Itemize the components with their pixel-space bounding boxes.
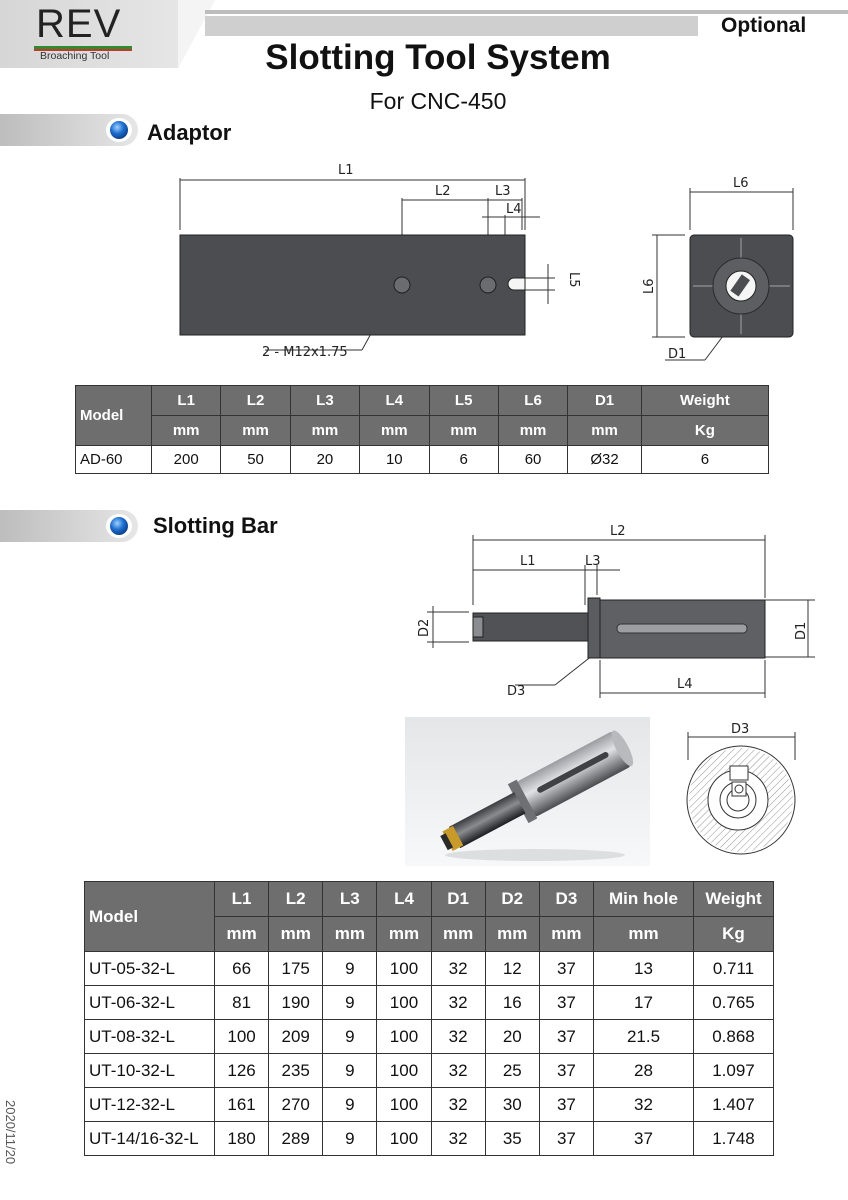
bar-value-cell: 1.748 — [694, 1122, 774, 1156]
adaptor-diagram — [170, 160, 810, 370]
adaptor-unit-l4: mm — [360, 416, 429, 446]
bar-model-cell: UT-14/16-32-L — [85, 1122, 215, 1156]
adaptor-col-weight: Weight — [641, 386, 768, 416]
bar-value-cell: 180 — [215, 1122, 269, 1156]
bar-value-cell: 270 — [269, 1088, 323, 1122]
bar-d3-label: D3 — [507, 684, 526, 699]
bar-value-cell: 0.868 — [694, 1020, 774, 1054]
bar-value-cell: 9 — [323, 1054, 377, 1088]
bar-value-cell: 1.407 — [694, 1088, 774, 1122]
adaptor-section-bar — [0, 114, 140, 146]
bar-value-cell: 66 — [215, 952, 269, 986]
bar-value-cell: 28 — [594, 1054, 694, 1088]
bar-col-weight: Weight — [694, 882, 774, 917]
bar-value-cell: 190 — [269, 986, 323, 1020]
bar-value-cell: 100 — [377, 952, 431, 986]
bar-value-cell: 32 — [431, 1054, 485, 1088]
adaptor-table-unit-row — [76, 416, 769, 446]
bar-unit-l3: mm — [323, 917, 377, 952]
bar-value-cell: 0.711 — [694, 952, 774, 986]
bar-model-cell: UT-06-32-L — [85, 986, 215, 1020]
adaptor-side-l6-label: L6 — [642, 278, 657, 294]
bar-unit-l1: mm — [215, 917, 269, 952]
bar-value-cell: 32 — [431, 986, 485, 1020]
bar-col-l2: L2 — [269, 882, 323, 917]
bar-unit-min-hole: mm — [594, 917, 694, 952]
bar-col-d2: D2 — [485, 882, 539, 917]
bar-value-cell: 13 — [594, 952, 694, 986]
end-view-d3-label: D3 — [731, 722, 750, 737]
header-bar — [205, 16, 698, 36]
adaptor-unit-l6: mm — [498, 416, 567, 446]
adaptor-unit-l2: mm — [221, 416, 290, 446]
bar-value-cell: 100 — [377, 986, 431, 1020]
adaptor-l5-label: L5 — [566, 272, 581, 288]
bar-value-cell: 81 — [215, 986, 269, 1020]
bar-value-cell: 25 — [485, 1054, 539, 1088]
bar-value-cell: 289 — [269, 1122, 323, 1156]
bar-value-cell: 37 — [539, 986, 593, 1020]
adaptor-bullet-icon — [110, 121, 128, 139]
adaptor-col-d1: D1 — [568, 386, 642, 416]
adaptor-unit-d1: mm — [568, 416, 642, 446]
slotting-bar-product-image — [405, 717, 650, 866]
bar-value-cell: 20 — [485, 1020, 539, 1054]
adaptor-l4-label: L4 — [506, 202, 522, 217]
adaptor-cell-l2: 50 — [221, 446, 290, 474]
table-row — [85, 952, 774, 986]
slotting-bar-diagram — [405, 520, 825, 705]
bar-col-min-hole: Min hole — [594, 882, 694, 917]
adaptor-unit-l3: mm — [290, 416, 359, 446]
bar-value-cell: 37 — [539, 1054, 593, 1088]
bar-value-cell: 9 — [323, 1088, 377, 1122]
table-row — [85, 1088, 774, 1122]
table-row — [85, 1122, 774, 1156]
adaptor-cell-l4: 10 — [360, 446, 429, 474]
bar-unit-d2: mm — [485, 917, 539, 952]
bar-d2-label: D2 — [417, 618, 432, 637]
adaptor-l2-label: L2 — [435, 184, 451, 199]
page-title: Slotting Tool System — [265, 38, 611, 77]
document-date: 2020/11/20 — [3, 1100, 18, 1165]
adaptor-col-l6: L6 — [498, 386, 567, 416]
table-row — [85, 1054, 774, 1088]
bar-col-l1: L1 — [215, 882, 269, 917]
slotting-bar-end-view — [685, 720, 800, 870]
adaptor-col-l5: L5 — [429, 386, 498, 416]
adaptor-thread-note: 2 - M12x1.75 — [262, 345, 348, 360]
bar-value-cell: 209 — [269, 1020, 323, 1054]
adaptor-col-l3: L3 — [290, 386, 359, 416]
bar-value-cell: 37 — [539, 1020, 593, 1054]
bar-unit-weight: Kg — [694, 917, 774, 952]
bar-value-cell: 100 — [377, 1122, 431, 1156]
bar-value-cell: 9 — [323, 952, 377, 986]
adaptor-cell-weight: 6 — [641, 446, 768, 474]
bar-value-cell: 37 — [539, 1122, 593, 1156]
adaptor-cell-d1: Ø32 — [568, 446, 642, 474]
adaptor-unit-weight: Kg — [641, 416, 768, 446]
bar-value-cell: 16 — [485, 986, 539, 1020]
slotting-bar-section-bar — [0, 510, 140, 542]
bar-value-cell: 100 — [377, 1054, 431, 1088]
bar-value-cell: 175 — [269, 952, 323, 986]
adaptor-d1-label: D1 — [668, 347, 687, 362]
bar-model-cell: UT-10-32-L — [85, 1054, 215, 1088]
adaptor-table-header-row — [76, 386, 769, 416]
bar-value-cell: 0.765 — [694, 986, 774, 1020]
adaptor-model-cell: AD-60 — [76, 446, 152, 474]
bar-value-cell: 37 — [539, 1088, 593, 1122]
bar-value-cell: 32 — [431, 1020, 485, 1054]
bar-value-cell: 100 — [377, 1088, 431, 1122]
adaptor-end-l6-label: L6 — [733, 176, 749, 191]
adaptor-col-l4: L4 — [360, 386, 429, 416]
bar-l1-label: L1 — [520, 554, 536, 569]
bar-value-cell: 1.097 — [694, 1054, 774, 1088]
adaptor-unit-l5: mm — [429, 416, 498, 446]
bar-value-cell: 9 — [323, 1020, 377, 1054]
bar-value-cell: 12 — [485, 952, 539, 986]
bar-col-l4: L4 — [377, 882, 431, 917]
bar-table-header-row — [85, 882, 774, 917]
adaptor-l3-label: L3 — [495, 184, 511, 199]
bar-value-cell: 32 — [431, 952, 485, 986]
bar-value-cell: 32 — [431, 1122, 485, 1156]
bar-model-cell: UT-05-32-L — [85, 952, 215, 986]
adaptor-cell-l6: 60 — [498, 446, 567, 474]
bar-value-cell: 32 — [431, 1088, 485, 1122]
slotting-bar-section-title: Slotting Bar — [153, 513, 278, 538]
adaptor-unit-l1: mm — [152, 416, 221, 446]
bar-value-cell: 9 — [323, 1122, 377, 1156]
bar-value-cell: 100 — [215, 1020, 269, 1054]
bar-unit-l2: mm — [269, 917, 323, 952]
bar-value-cell: 161 — [215, 1088, 269, 1122]
bar-model-cell: UT-12-32-L — [85, 1088, 215, 1122]
slotting-bar-bullet-icon — [110, 517, 128, 535]
bar-value-cell: 21.5 — [594, 1020, 694, 1054]
bar-value-cell: 9 — [323, 986, 377, 1020]
table-row — [85, 986, 774, 1020]
adaptor-model-header: Model — [76, 386, 152, 446]
adaptor-col-l1: L1 — [152, 386, 221, 416]
bar-value-cell: 30 — [485, 1088, 539, 1122]
bar-value-cell: 35 — [485, 1122, 539, 1156]
adaptor-col-l2: L2 — [221, 386, 290, 416]
bar-model-header: Model — [85, 882, 215, 952]
adaptor-cell-l5: 6 — [429, 446, 498, 474]
bar-value-cell: 32 — [594, 1088, 694, 1122]
logo-text: REV — [36, 2, 122, 46]
adaptor-spec-table — [75, 385, 769, 474]
adaptor-cell-l1: 200 — [152, 446, 221, 474]
bar-col-d1: D1 — [431, 882, 485, 917]
adaptor-l1-label: L1 — [338, 163, 354, 178]
logo-subtitle: Broaching Tool — [40, 50, 110, 62]
bar-value-cell: 100 — [377, 1020, 431, 1054]
bar-unit-d3: mm — [539, 917, 593, 952]
bar-model-cell: UT-08-32-L — [85, 1020, 215, 1054]
table-row — [76, 446, 769, 474]
bar-table-body — [85, 952, 774, 1156]
bar-unit-l4: mm — [377, 917, 431, 952]
optional-label: Optional — [721, 14, 807, 37]
bar-value-cell: 37 — [539, 952, 593, 986]
bar-value-cell: 17 — [594, 986, 694, 1020]
adaptor-section-title: Adaptor — [147, 120, 232, 145]
bar-d1-label: D1 — [794, 621, 809, 640]
bar-l3-label: L3 — [585, 554, 601, 569]
bar-col-l3: L3 — [323, 882, 377, 917]
bar-unit-d1: mm — [431, 917, 485, 952]
bar-value-cell: 37 — [594, 1122, 694, 1156]
bar-value-cell: 126 — [215, 1054, 269, 1088]
bar-col-d3: D3 — [539, 882, 593, 917]
bar-value-cell: 235 — [269, 1054, 323, 1088]
slotting-bar-spec-table — [84, 881, 774, 1156]
bar-l2-label: L2 — [610, 524, 626, 539]
adaptor-cell-l3: 20 — [290, 446, 359, 474]
page-subtitle: For CNC-450 — [369, 88, 507, 114]
table-row — [85, 1020, 774, 1054]
bar-l4-label: L4 — [677, 677, 693, 692]
